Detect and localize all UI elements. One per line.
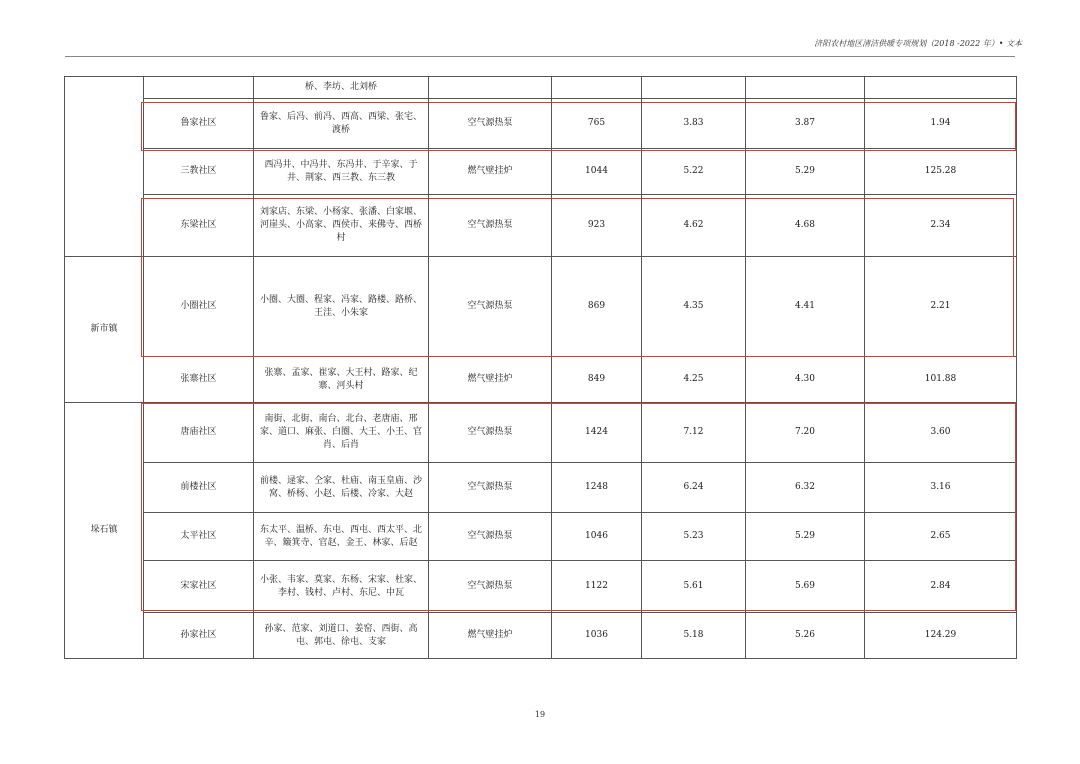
value-cell: 4.25 [642,357,746,403]
value-cell: 124.29 [865,613,1017,659]
value-cell: 3.87 [746,99,865,149]
villages-cell: 南街、北街、南台、北台、老唐庙、邢家、道口、麻张、白圈、大王、小王、官肖、后肖 [254,403,429,463]
value-cell: 4.30 [746,357,865,403]
value-cell: 2.34 [865,195,1017,257]
community-cell: 东梁社区 [144,195,254,257]
villages-cell: 桥、李坊、北刘桥 [254,77,429,99]
value-cell: 1424 [552,403,642,463]
method-cell: 空气源热泵 [429,195,552,257]
value-cell: 5.18 [642,613,746,659]
community-cell: 太平社区 [144,513,254,561]
value-cell: 5.61 [642,561,746,613]
community-cell: 宋家社区 [144,561,254,613]
value-cell: 6.24 [642,463,746,513]
method-cell: 空气源热泵 [429,403,552,463]
method-cell: 空气源热泵 [429,257,552,357]
table-row [65,149,1017,195]
value-cell: 3.60 [865,403,1017,463]
community-cell [144,77,254,99]
villages-cell: 小圈、大圈、程家、冯家、路楼、路桥、王洼、小朱家 [254,257,429,357]
value-cell: 849 [552,357,642,403]
value-cell: 5.26 [746,613,865,659]
value-cell [642,77,746,99]
table-row [65,77,1017,99]
method-cell: 燃气壁挂炉 [429,613,552,659]
value-cell: 5.29 [746,149,865,195]
header-rule [65,56,1015,57]
table-row [65,513,1017,561]
villages-cell: 刘家店、东梁、小杨家、张潘、白家堰、河崖头、小高家、西侯市、来佛寺、西桥村 [254,195,429,257]
method-cell: 空气源热泵 [429,513,552,561]
villages-cell: 小张、韦家、莫家、东杨、宋家、杜家、李村、钱村、卢村、东尼、中瓦 [254,561,429,613]
villages-cell: 张寨、孟家、崔家、大王村、路家、纪寨、河头村 [254,357,429,403]
value-cell: 1044 [552,149,642,195]
value-cell: 869 [552,257,642,357]
community-cell: 前楼社区 [144,463,254,513]
villages-cell: 前楼、逯家、仝家、杜庙、南玉皇庙、沙窝、桥杨、小赵、后楼、冷家、大赵 [254,463,429,513]
villages-cell: 东太平、温桥、东屯、西屯、西太平、北辛、簸箕寺、官赵、金王、林家、后赵 [254,513,429,561]
value-cell: 765 [552,99,642,149]
value-cell: 3.83 [642,99,746,149]
value-cell: 923 [552,195,642,257]
value-cell: 2.21 [865,257,1017,357]
value-cell: 3.16 [865,463,1017,513]
value-cell: 1.94 [865,99,1017,149]
community-cell: 三教社区 [144,149,254,195]
community-cell: 唐庙社区 [144,403,254,463]
value-cell: 5.69 [746,561,865,613]
value-cell: 2.65 [865,513,1017,561]
value-cell: 5.29 [746,513,865,561]
community-cell: 小圈社区 [144,257,254,357]
community-cell: 张寨社区 [144,357,254,403]
page-header: 济阳农村地区清洁供暖专项规划（2018 -2022 年）• 文本 [814,39,1022,48]
table-row [65,463,1017,513]
value-cell: 1122 [552,561,642,613]
method-cell: 空气源热泵 [429,561,552,613]
value-cell: 101.88 [865,357,1017,403]
value-cell: 7.12 [642,403,746,463]
community-cell: 鲁家社区 [144,99,254,149]
table-row [65,403,1017,463]
value-cell [865,77,1017,99]
value-cell: 2.84 [865,561,1017,613]
method-cell: 燃气壁挂炉 [429,357,552,403]
value-cell: 4.62 [642,195,746,257]
value-cell: 5.22 [642,149,746,195]
method-cell [429,77,552,99]
town-cell: 垛石镇 [65,403,144,659]
value-cell: 5.23 [642,513,746,561]
town-cell: 新市镇 [65,257,144,403]
town-cell [65,77,144,257]
value-cell [746,77,865,99]
value-cell: 4.35 [642,257,746,357]
villages-cell: 孙家、范家、刘道口、姜窑、西街、高屯、郭屯、徐屯、支家 [254,613,429,659]
page-number: 19 [534,710,546,719]
value-cell: 1036 [552,613,642,659]
table-row [65,195,1017,257]
table-row [65,257,1017,357]
heating-table [64,76,1017,659]
community-cell: 孙家社区 [144,613,254,659]
value-cell: 4.41 [746,257,865,357]
value-cell [552,77,642,99]
method-cell: 空气源热泵 [429,463,552,513]
table-row [65,561,1017,613]
table-row [65,357,1017,403]
method-cell: 燃气壁挂炉 [429,149,552,195]
table-row [65,613,1017,659]
value-cell: 1046 [552,513,642,561]
table-row [65,99,1017,149]
villages-cell: 西冯井、中冯井、东冯井、于辛家、于井、荆家、西三教、东三教 [254,149,429,195]
villages-cell: 鲁家、后冯、前冯、西高、西梁、张宅、渡桥 [254,99,429,149]
value-cell: 6.32 [746,463,865,513]
value-cell: 4.68 [746,195,865,257]
value-cell: 125.28 [865,149,1017,195]
method-cell: 空气源热泵 [429,99,552,149]
value-cell: 7.20 [746,403,865,463]
value-cell: 1248 [552,463,642,513]
